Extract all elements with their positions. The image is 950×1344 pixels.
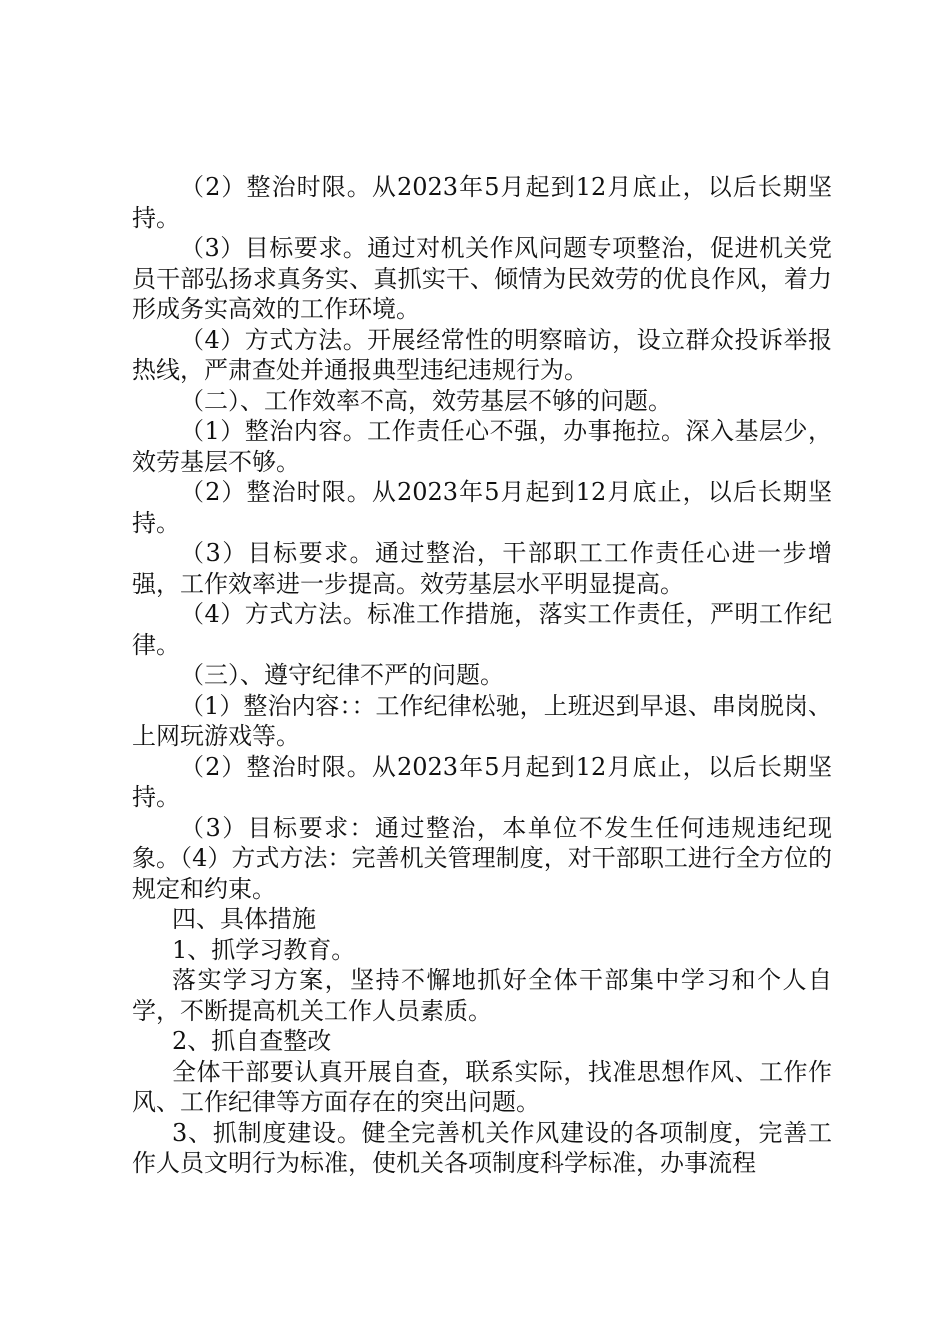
subsection-heading: 1、抓学习教育。	[172, 935, 356, 964]
paragraph: （4）方式方法。开展经常性的明察暗访，设立群众投诉举报热线，严肃查处并通报典型违纪违规行为。	[132, 325, 832, 384]
paragraph: （1）整治内容：：工作纪律松驰，上班迟到早退、串岗脱岗、上网玩游戏等。	[132, 691, 832, 750]
subsection-heading: 2、抓自查整改	[172, 1027, 332, 1055]
section-heading: （三）、遵守纪律不严的问题。	[180, 661, 504, 689]
section-heading: （二）、工作效率不高，效劳基层不够的问题。	[180, 386, 672, 415]
document-body	[132, 172, 832, 1179]
section-heading: 四、具体措施	[172, 905, 316, 933]
paragraph: （2）整治时限。从2023年5月起到12月底止，以后长期坚持。	[132, 478, 832, 537]
paragraph: （4）方式方法。标准工作措施，落实工作责任，严明工作纪律。	[132, 600, 832, 659]
paragraph: 落实学习方案，坚持不懈地抓好全体干部集中学习和个人自学，不断提高机关工作人员素质。	[132, 966, 832, 1025]
paragraph: （3）目标要求：通过整治，本单位不发生任何违规违纪现象。（4）方式方法：完善机关管理制度，对干部职工进行全方位的规定和约束。	[132, 813, 832, 903]
paragraph: （2）整治时限。从2023年5月起到12月底止，以后长期坚持。	[132, 752, 832, 811]
paragraph: （3）目标要求。通过对机关作风问题专项整治，促进机关党员干部弘扬求真务实、真抓实干、倾情为民效劳的优良作风，着力形成务实高效的工作环境。	[132, 234, 832, 323]
paragraph: （1）整治内容。工作责任心不强，办事拖拉。深入基层少，效劳基层不够。	[132, 417, 832, 476]
paragraph: （3）目标要求。通过整治，干部职工工作责任心进一步增强，工作效率进一步提高。效劳基层水平明显提高。	[132, 539, 832, 598]
paragraph: （2）整治时限。从2023年5月起到12月底止，以后长期坚持。	[132, 173, 832, 232]
paragraph: 全体干部要认真开展自查，联系实际，找准思想作风、工作作风、工作纪律等方面存在的突出问题。	[132, 1057, 832, 1116]
paragraph: 3、抓制度建设。健全完善机关作风建设的各项制度，完善工作人员文明行为标准，使机关各项制度科学标准，办事流程	[132, 1118, 832, 1177]
